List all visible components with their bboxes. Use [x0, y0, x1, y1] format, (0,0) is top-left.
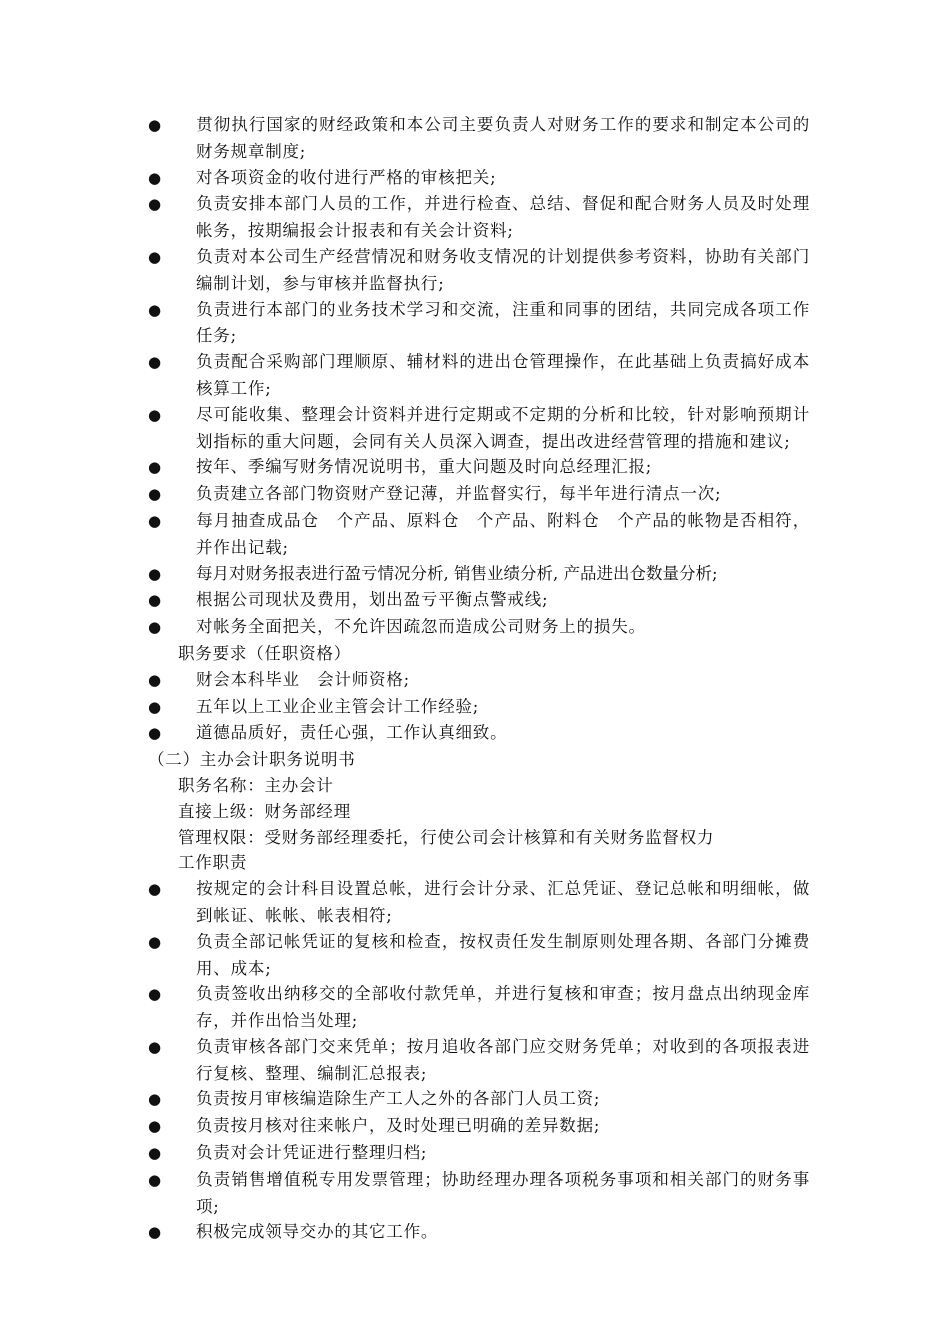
bullet-icon: ●: [148, 724, 162, 743]
list-item: ● 负责安排本部门人员的工作，并进行检查、总结、督促和配合财务人员及时处理帐务，按期编报会计报表和有关会计资料;: [148, 194, 810, 241]
bullet-icon: ●: [148, 511, 162, 530]
list-item: ● 负责进行本部门的业务技术学习和交流，注重和同事的团结，共同完成各项工作任务;: [148, 299, 810, 346]
bullet-icon: ●: [148, 985, 162, 1004]
list-item: ● 对帐务全面把关，不允许因疏忽而造成公司财务上的损失。: [148, 614, 810, 641]
list-item: ● 负责对本公司生产经营情况和财务收支情况的计划提供参考资料，协助有关部门编制计划，参与审核并监督执行;: [148, 246, 810, 293]
list-item: ● 负责全部记帐凭证的复核和检查，按权责任发生制原则处理各期、各部门分摊费用、成本;: [148, 931, 810, 978]
bullet-icon: ●: [148, 880, 162, 899]
bullet-icon: ●: [148, 1170, 162, 1189]
list-item: ● 负责建立各部门物资财产登记薄，并监督实行，每半年进行清点一次;: [148, 481, 810, 508]
list-item: ● 每月对财务报表进行盈亏情况分析, 销售业绩分析, 产品进出仓数量分析;: [148, 561, 810, 588]
list-item: ● 贯彻执行国家的财经政策和本公司主要负责人对财务工作的要求和制定本公司的财务规章制度;: [148, 115, 810, 161]
bullet-icon: ●: [148, 591, 162, 610]
bullet-icon: ●: [148, 405, 162, 424]
bullet-icon: ●: [148, 300, 162, 319]
list-item: ● 负责按月核对往来帐户，及时处理已明确的差异数据;: [148, 1113, 810, 1140]
bullet-icon: ●: [148, 618, 162, 637]
list-item: ● 负责签收出纳移交的全部收付款凭单，并进行复核和审查；按月盘点出纳现金库存，并作出恰当处理;: [148, 984, 810, 1031]
list-item: ● 积极完成领导交办的其它工作。: [148, 1219, 810, 1246]
bullet-icon: ●: [148, 353, 162, 372]
duties-heading: 工作职责: [178, 853, 248, 873]
bullet-icon: ●: [148, 247, 162, 266]
list-item: ● 尽可能收集、整理会计资料并进行定期或不定期的分析和比较，针对影响预期计划指标的重大问题，会同有关人员深入调查，提出改进经营管理的措施和建议;: [148, 404, 810, 451]
bullet-icon: ●: [148, 932, 162, 951]
list-item: ● 按年、季编写财务情况说明书，重大问题及时向总经理汇报;: [148, 454, 810, 481]
list-item: ● 根据公司现状及费用，划出盈亏平衡点警戒线;: [148, 587, 810, 614]
bullet-icon: ●: [148, 1090, 162, 1109]
bullet-icon: ●: [148, 485, 162, 504]
bullet-icon: ●: [148, 1037, 162, 1056]
list-item: ● 负责按月审核编造除生产工人之外的各部门人员工资;: [148, 1086, 810, 1113]
requirements-heading: 职务要求（任职资格）: [178, 643, 351, 663]
bullet-icon: ●: [148, 116, 162, 134]
bullet-icon: ●: [148, 195, 162, 214]
bullet-icon: ●: [148, 458, 162, 477]
list-item: ● 道德品质好，责任心强，工作认真细致。: [148, 720, 810, 747]
list-item: ● 负责配合采购部门理顺原、辅材料的进出仓管理操作，在此基础上负责搞好成本核算工作;: [148, 352, 810, 398]
list-item: ● 每月抽查成品仓 个产品、原料仓 个产品、附料仓 个产品的帐物是否相符，并作出记载;: [148, 510, 810, 557]
document-page: [148, 112, 810, 1246]
bullet-icon: ●: [148, 697, 162, 716]
section-title: （二）主办会计职务说明书: [148, 750, 356, 770]
job-name: 职务名称：主办会计: [178, 775, 334, 795]
list-item: ● 负责审核各部门交来凭单；按月追收各部门应交财务凭单；对收到的各项报表进行复核、整理、编制汇总报表;: [148, 1036, 810, 1083]
list-item: ● 五年以上工业企业主管会计工作经验;: [148, 694, 810, 721]
bullet-icon: ●: [148, 1223, 162, 1242]
direct-supervisor: 直接上级：财务部经理: [178, 801, 351, 821]
bullet-icon: ●: [148, 564, 162, 583]
bullet-icon: ●: [148, 1144, 162, 1163]
list-item: ● 财会本科毕业 会计师资格;: [148, 667, 810, 694]
bullet-icon: ●: [148, 670, 162, 689]
list-item: ● 对各项资金的收付进行严格的审核把关;: [148, 165, 810, 192]
list-item: ● 负责对会计凭证进行整理归档;: [148, 1140, 810, 1167]
bullet-icon: ●: [148, 1117, 162, 1136]
bullet-icon: ●: [148, 168, 162, 187]
management-authority: 管理权限：受财务部经理委托，行使公司会计核算和有关财务监督权力: [178, 827, 715, 847]
list-item: ● 负责销售增值税专用发票管理；协助经理办理各项税务事项和相关部门的财务事项;: [148, 1169, 810, 1216]
list-item: ● 按规定的会计科目设置总帐，进行会计分录、汇总凭证、登记总帐和明细帐，做到帐证、帐帐、帐表相符;: [148, 879, 810, 925]
